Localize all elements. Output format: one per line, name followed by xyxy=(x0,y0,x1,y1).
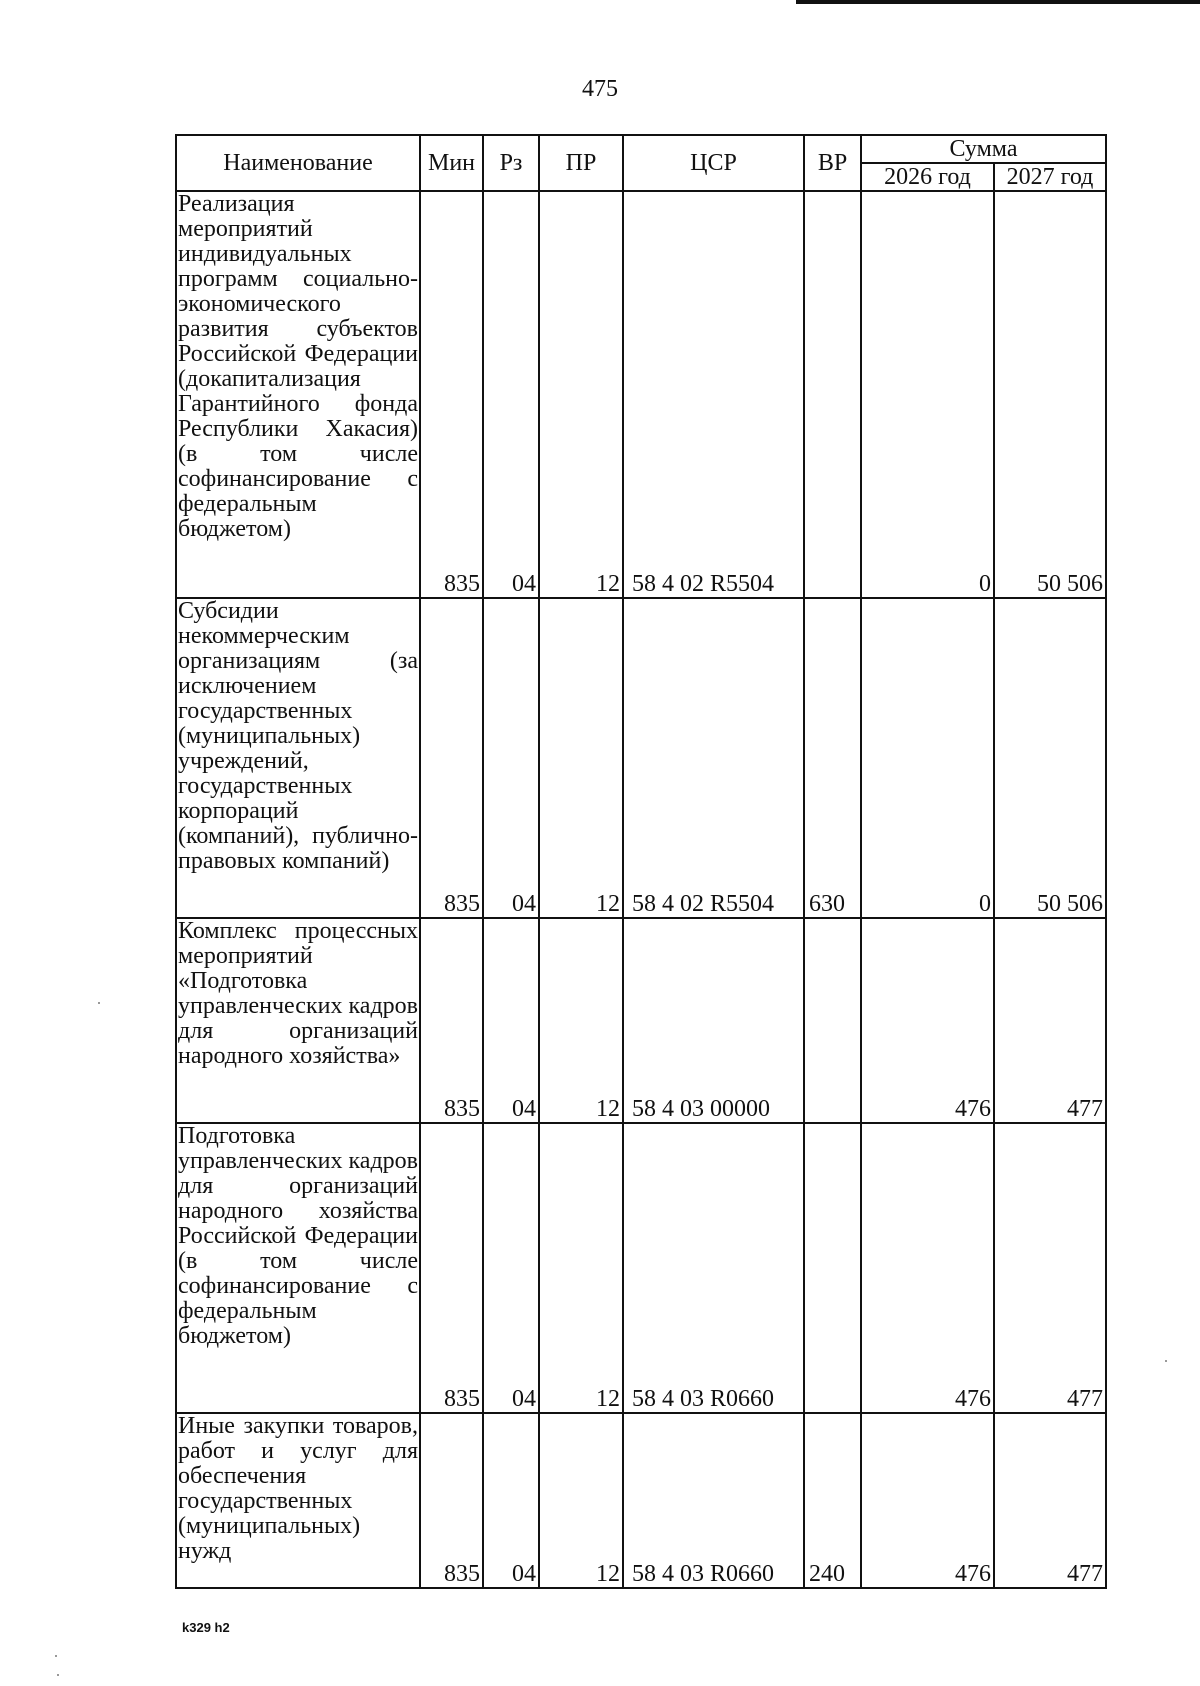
row-2026: 0 xyxy=(861,191,994,598)
row-vr: 240 xyxy=(804,1413,861,1588)
row-2027: 50 506 xyxy=(994,191,1106,598)
table-row xyxy=(176,918,1106,1123)
row-csr: 58 4 02 R5504 xyxy=(623,191,804,598)
header-year-2027: 2027 год xyxy=(994,163,1106,191)
budget-table xyxy=(175,134,1107,1589)
table-row xyxy=(176,1413,1106,1588)
scan-speck xyxy=(98,1002,100,1004)
row-rz: 04 xyxy=(483,191,539,598)
row-rz: 04 xyxy=(483,1123,539,1413)
row-2026: 0 xyxy=(861,598,994,918)
row-name: Комплекс процессных мероприятий «Подготовка управленческих кадров для организаций народного хозяйства» xyxy=(176,918,420,1123)
row-pr: 12 xyxy=(539,598,623,918)
row-min: 835 xyxy=(420,918,483,1123)
table-row xyxy=(176,1123,1106,1413)
row-name: Подготовка управленческих кадров для организаций народного хозяйства Российской Федерации (в том числе софинансирование с федеральным бюджетом) xyxy=(176,1123,420,1413)
row-min: 835 xyxy=(420,1413,483,1588)
table-row xyxy=(176,191,1106,598)
scan-speck xyxy=(1165,1360,1167,1362)
row-name: Иные закупки товаров, работ и услуг для обеспечения государственных (муниципальных) нужд xyxy=(176,1413,420,1588)
header-vr: ВР xyxy=(804,135,861,191)
row-csr: 58 4 03 R0660 xyxy=(623,1413,804,1588)
row-vr xyxy=(804,191,861,598)
row-name: Реализация мероприятий индивидуальных программ социально-экономического развития субъектов Российской Федерации (докапитализация Гарантийного фонда Республики Хакасия) (в том числе софинансирование с федеральным бюджетом) xyxy=(176,191,420,598)
row-vr: 630 xyxy=(804,598,861,918)
row-rz: 04 xyxy=(483,918,539,1123)
row-2026: 476 xyxy=(861,918,994,1123)
header-min: Мин xyxy=(420,135,483,191)
scan-speck xyxy=(55,1655,57,1657)
table-row xyxy=(176,598,1106,918)
row-pr: 12 xyxy=(539,1123,623,1413)
footer-code: k329 h2 xyxy=(182,1620,230,1635)
header-pr: ПР xyxy=(539,135,623,191)
row-csr: 58 4 03 00000 xyxy=(623,918,804,1123)
row-vr xyxy=(804,1123,861,1413)
row-2027: 50 506 xyxy=(994,598,1106,918)
header-sum: Сумма xyxy=(861,135,1106,163)
row-2026: 476 xyxy=(861,1413,994,1588)
row-2026: 476 xyxy=(861,1123,994,1413)
row-2027: 477 xyxy=(994,1123,1106,1413)
row-rz: 04 xyxy=(483,598,539,918)
page-number: 475 xyxy=(582,76,618,102)
header-year-2026: 2026 год xyxy=(861,163,994,191)
header-rz: Рз xyxy=(483,135,539,191)
row-csr: 58 4 02 R5504 xyxy=(623,598,804,918)
row-rz: 04 xyxy=(483,1413,539,1588)
row-2027: 477 xyxy=(994,918,1106,1123)
row-pr: 12 xyxy=(539,918,623,1123)
row-2027: 477 xyxy=(994,1413,1106,1588)
scan-speck xyxy=(57,1674,59,1676)
row-name: Субсидии некоммерческим организациям (за исключением государственных (муниципальных) учреждений, государственных корпораций (компаний), публично-правовых компаний) xyxy=(176,598,420,918)
row-min: 835 xyxy=(420,1123,483,1413)
header-name: Наименование xyxy=(176,135,420,191)
row-pr: 12 xyxy=(539,1413,623,1588)
row-csr: 58 4 03 R0660 xyxy=(623,1123,804,1413)
row-min: 835 xyxy=(420,191,483,598)
row-pr: 12 xyxy=(539,191,623,598)
row-min: 835 xyxy=(420,598,483,918)
row-vr xyxy=(804,918,861,1123)
top-border-line xyxy=(796,0,1200,4)
header-csr: ЦСР xyxy=(623,135,804,191)
